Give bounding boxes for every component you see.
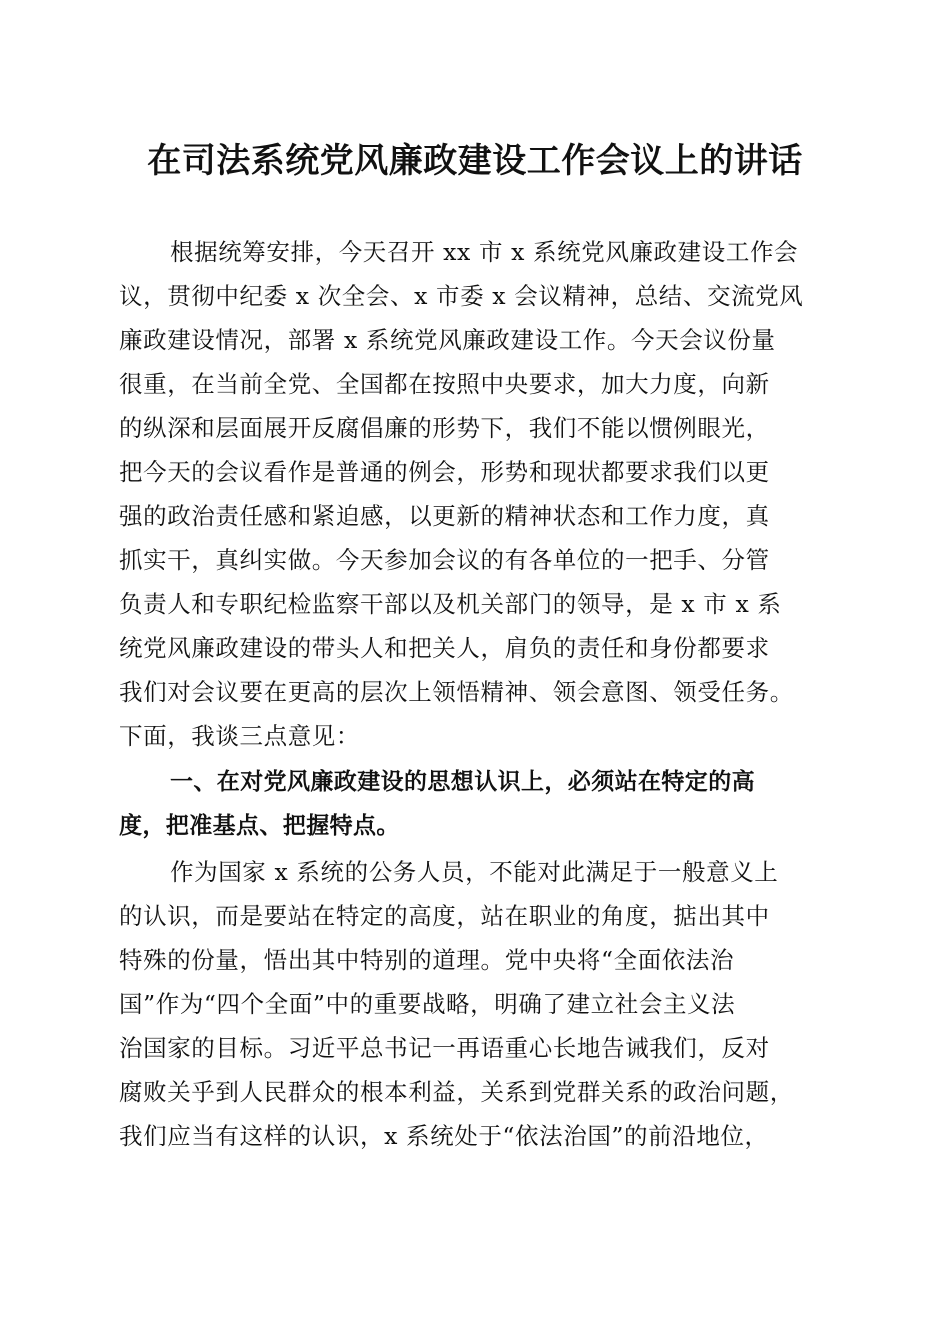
paragraph-line: 根据统筹安排，今天召开 xx 市 x 系统党风廉政建设工作会: [170, 238, 799, 266]
section-heading-line: 一、在对党风廉政建设的思想认识上，必须站在特定的高: [170, 769, 755, 795]
paragraph-line: 特殊的份量，悟出其中特别的道理。党中央将“全面依法治: [119, 946, 735, 974]
paragraph-line: 强的政治责任感和紧迫感，以更新的精神状态和工作力度，真: [119, 502, 770, 530]
paragraph-line: 负责人和专职纪检监察干部以及机关部门的领导，是 x 市 x 系: [119, 590, 782, 618]
paragraph-line: 统党风廉政建设的带头人和把关人，肩负的责任和身份都要求: [119, 634, 770, 662]
paragraph-line: 很重，在当前全党、全国都在按照中央要求，加大力度，向新: [119, 370, 770, 398]
paragraph-line: 下面，我谈三点意见：: [119, 722, 360, 750]
paragraph-line: 廉政建设情况，部署 x 系统党风廉政建设工作。今天会议份量: [119, 326, 776, 354]
paragraph-line: 抓实干，真纠实做。今天参加会议的有各单位的一把手、分管: [119, 546, 770, 574]
document-title: 在司法系统党风廉政建设工作会议上的讲话: [147, 141, 803, 181]
paragraph-line: 的纵深和层面展开反腐倡廉的形势下，我们不能以惯例眼光，: [119, 414, 770, 442]
paragraph-line: 我们对会议要在更高的层次上领悟精神、领会意图、领受任务。: [119, 678, 794, 706]
paragraph-line: 治国家的目标。习近平总书记一再语重心长地告诫我们，反对: [119, 1034, 770, 1062]
paragraph-line: 把今天的会议看作是普通的例会，形势和现状都要求我们以更: [119, 458, 770, 486]
paragraph-line: 作为国家 x 系统的公务人员，不能对此满足于一般意义上: [170, 858, 779, 886]
paragraph-line: 腐败关乎到人民群众的根本利益，关系到党群关系的政治问题，: [119, 1078, 794, 1106]
paragraph-line: 议，贯彻中纪委 x 次全会、x 市委 x 会议精神，总结、交流党风: [119, 282, 804, 310]
section-heading-line: 度，把准基点、把握特点。: [119, 813, 400, 839]
paragraph-line: 国”作为“四个全面”中的重要战略，明确了建立社会主义法: [119, 990, 736, 1018]
paragraph-line: 我们应当有这样的认识，x 系统处于“依法治国”的前沿地位，: [119, 1122, 769, 1150]
paragraph-line: 的认识，而是要站在特定的高度，站在职业的角度，掂出其中: [119, 902, 770, 930]
